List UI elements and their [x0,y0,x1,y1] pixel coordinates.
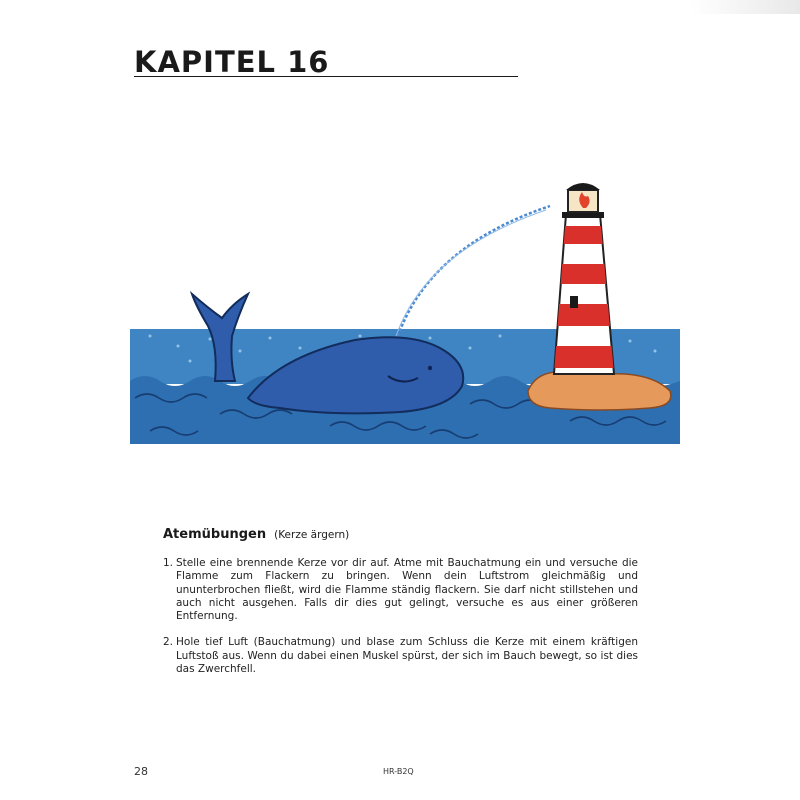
whale-lighthouse-illustration [130,176,680,444]
lighthouse [550,183,620,374]
list-item-number: 1. [163,557,174,569]
section-subtitle: (Kerze ärgern) [274,529,350,541]
section-title: Atemübungen [163,527,267,542]
chapter-title-underline [134,76,518,77]
list-item-number: 2. [163,636,174,649]
catalog-code: HR-B2Q [383,767,414,776]
list-item [163,636,638,676]
whale-eye [428,366,432,370]
water-spout [398,206,550,336]
list-item-text: Hole tief Luft (Bauchatmung) und blase zum Schluss die Kerze mit einem kräftigen Luftstoß aus. Wenn du dabei einen Muskel spürst, der sich im Bauch bewegt, so ist dies das Zwerchfell. [176,636,638,676]
page-corner-shadow [690,0,800,14]
list-item [163,557,638,623]
page-number: 28 [134,765,148,778]
chapter-title: KAPITEL 16 [134,45,330,79]
exercise-list [163,557,638,689]
list-item-text: Stelle eine brennende Kerze vor dir auf. Atme mit Bauchatmung ein und versuche die Flamme zum Flackern zu bringen. Wenn dein Luftstrom gleichmäßig und ununterbrochen fließt, wird die Flamme ständig flackern. Sie darf nicht stillstehen und auch nicht ausgehen. Falls dir dies gut gelingt, versuche es aus einer größeren Entfernung. [176,557,638,623]
section-heading [163,527,349,542]
